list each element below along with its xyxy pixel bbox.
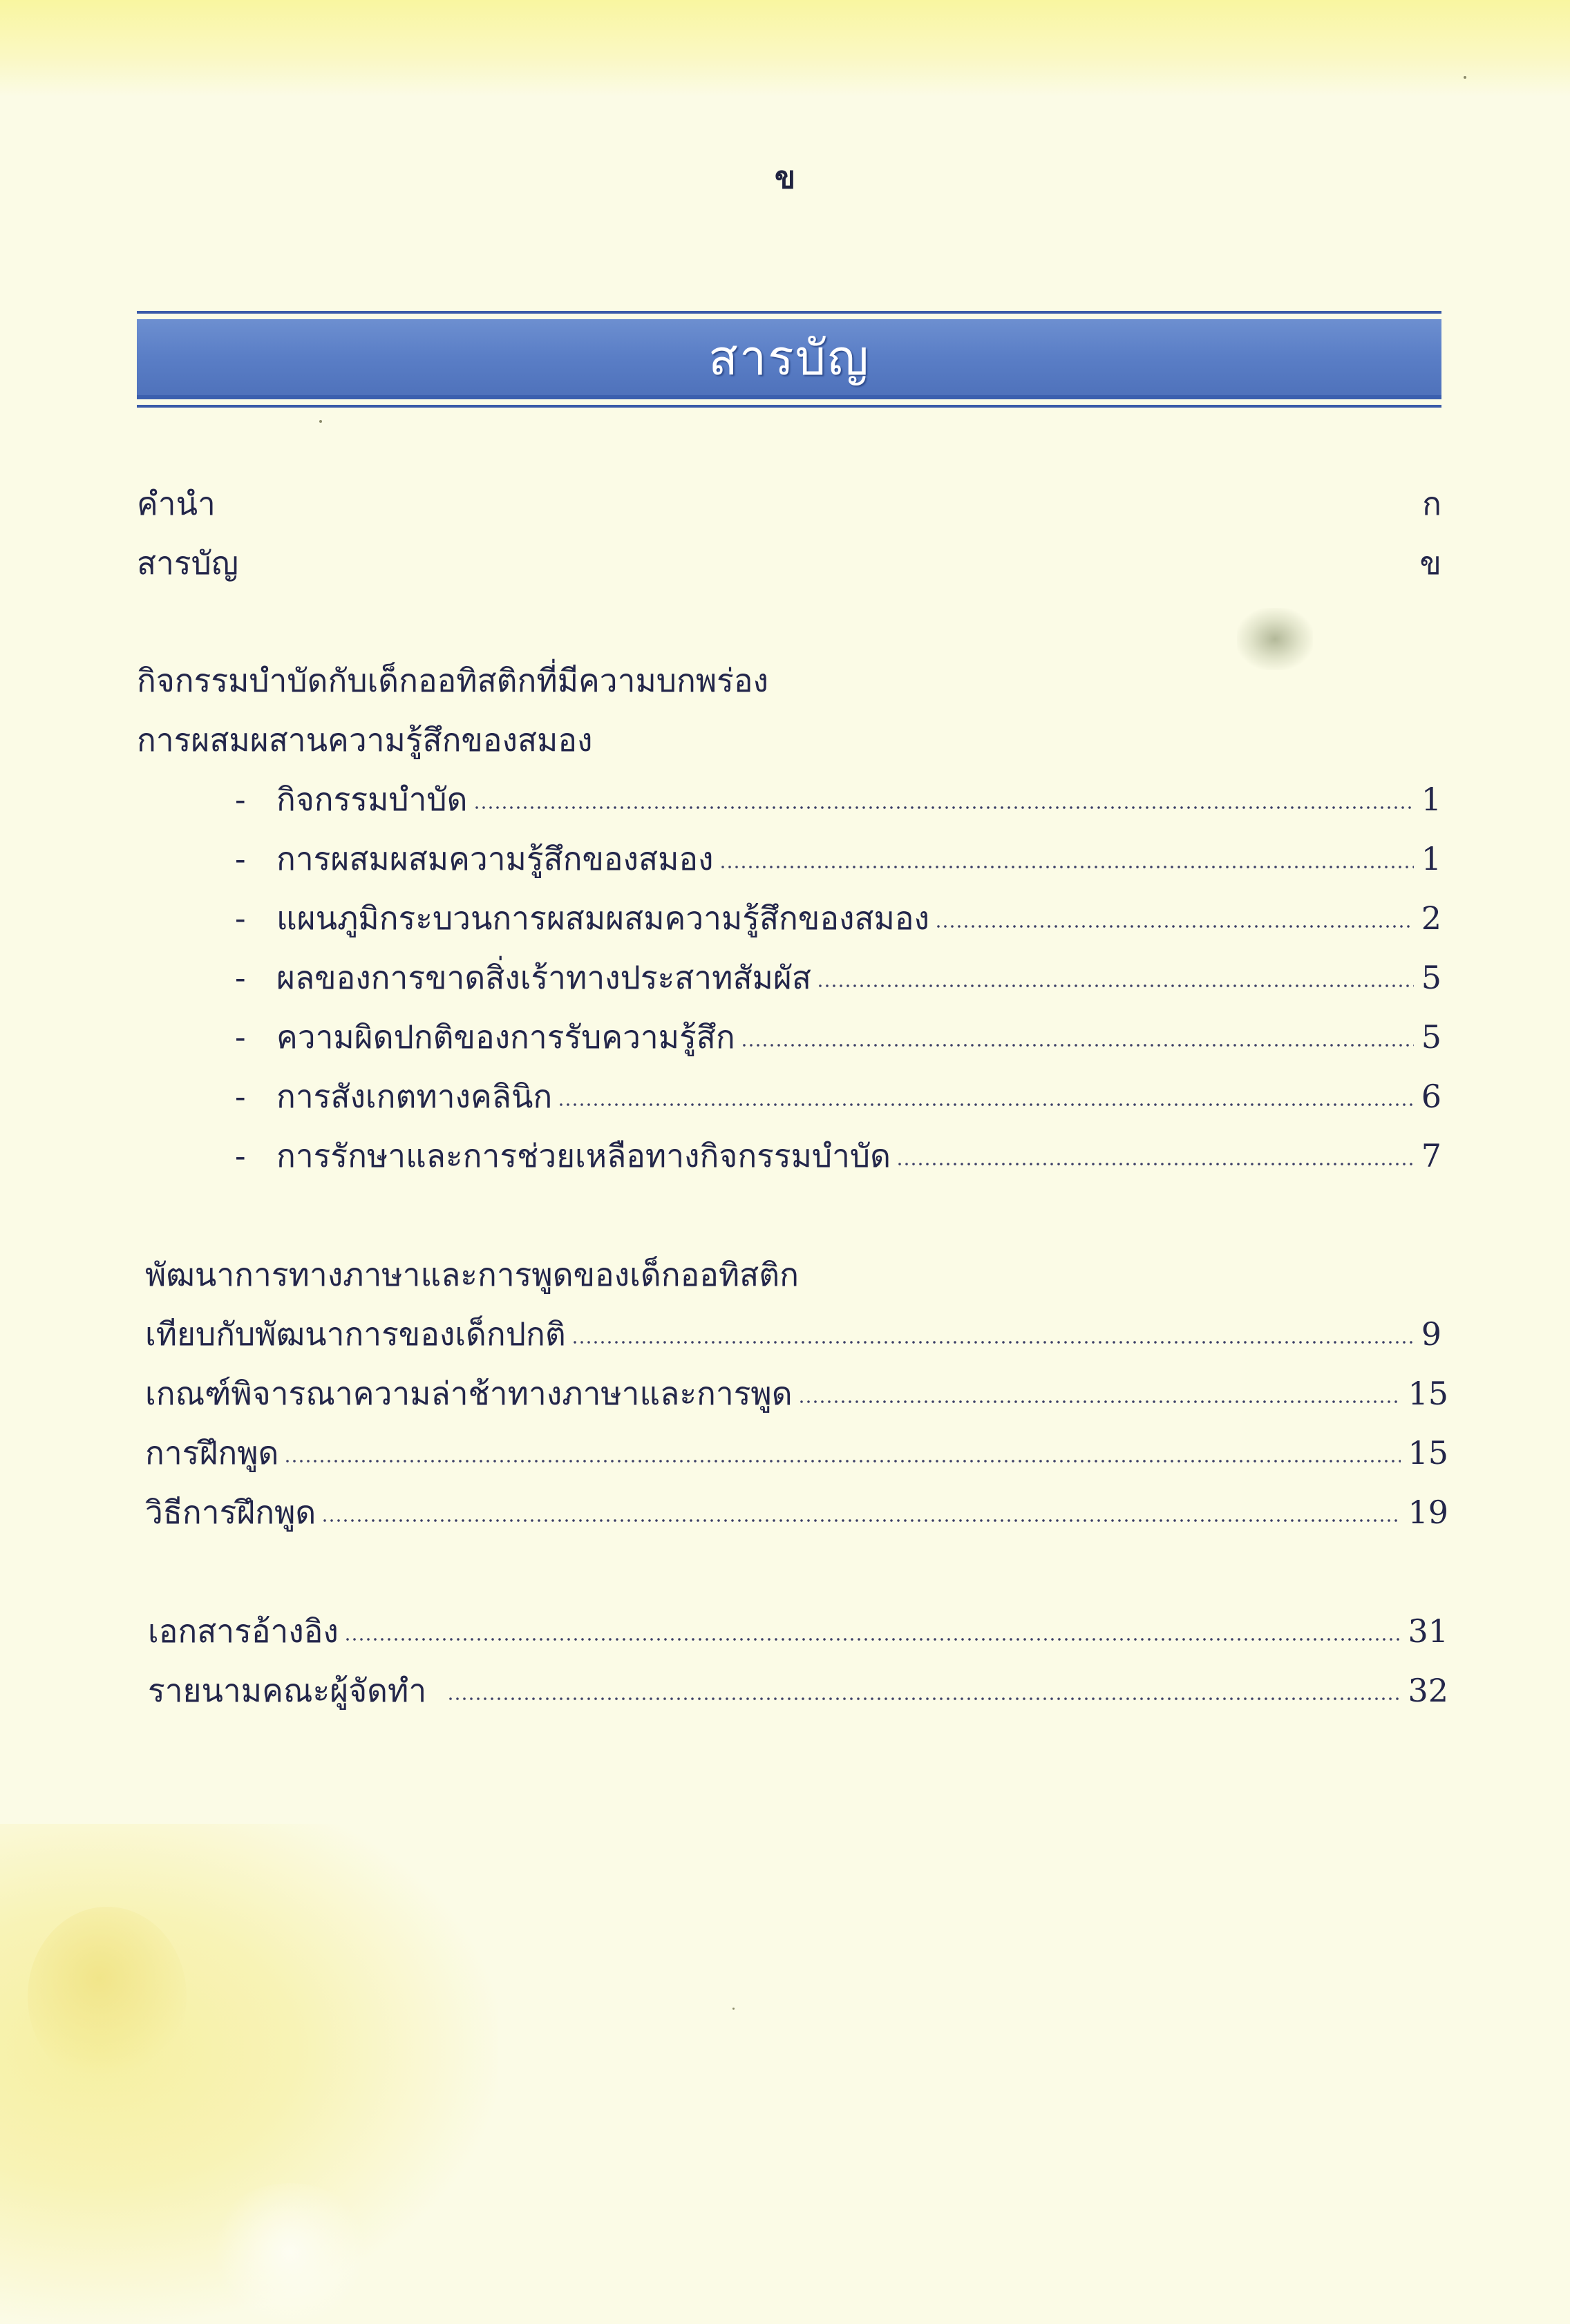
toc-entry[interactable] — [235, 953, 1441, 1002]
toc-entry[interactable] — [145, 1310, 1441, 1358]
bullet-dash: - — [235, 1137, 246, 1174]
toc-entry-contents[interactable] — [137, 539, 1441, 587]
toc-entry-page: 32 — [1408, 1672, 1448, 1709]
toc-entry[interactable] — [235, 1013, 1441, 1061]
dot-leader — [284, 1458, 1401, 1465]
toc-entry-page: 31 — [1408, 1612, 1448, 1650]
section-heading — [137, 716, 1173, 764]
toc-entry[interactable] — [145, 1429, 1448, 1477]
toc-entry-label: วิธีการฝึกพูด — [145, 1494, 316, 1531]
toc-entry-label: การผสมผสมความรู้สึกของสมอง — [276, 840, 714, 877]
dot-leader — [473, 804, 1415, 811]
toc-entry-page: 6 — [1421, 1078, 1441, 1115]
toc-entry-page: ข — [1419, 544, 1441, 582]
toc-entry-label: สารบัญ — [137, 544, 239, 582]
bullet-dash: - — [235, 781, 246, 818]
bullet-dash: - — [235, 959, 246, 996]
dot-leader — [741, 1042, 1414, 1049]
dot-leader — [344, 1636, 1401, 1643]
dot-leader — [719, 864, 1415, 870]
toc-entry[interactable] — [145, 1369, 1448, 1418]
toc-entry-label: การรักษาและการช่วยเหลือทางกิจกรรมบำบัด — [276, 1137, 891, 1174]
toc-entry-label: คำนำ — [137, 485, 216, 522]
toc-entry-label: เกณฑ์พิจารณาความล่าช้าทางภาษาและการพูด — [145, 1375, 793, 1412]
toc-entry-page: 15 — [1408, 1434, 1448, 1471]
toc-entry-foreword[interactable] — [137, 479, 1441, 528]
toc-entry-contributors[interactable] — [148, 1666, 1448, 1715]
section-heading-line: การผสมผสานความรู้สึกของสมอง — [137, 721, 593, 759]
section-heading — [137, 656, 1173, 705]
page-title: สารบัญ — [708, 329, 870, 386]
toc-entry-label: เทียบกับพัฒนาการของเด็กปกติ — [145, 1315, 566, 1353]
section-heading — [145, 1250, 1182, 1299]
toc-entry-page: 19 — [1408, 1494, 1448, 1531]
toc-entry-page: 5 — [1421, 1018, 1441, 1056]
dot-leader — [817, 982, 1414, 989]
dot-leader — [896, 1161, 1414, 1168]
toc-entry-page: 9 — [1421, 1315, 1441, 1353]
toc-entry-page: ก — [1422, 485, 1441, 522]
section-heading-line: พัฒนาการทางภาษาและการพูดของเด็กออทิสติก — [145, 1256, 799, 1293]
toc-entry-label: รายนามคณะผู้จัดทำ — [148, 1672, 427, 1709]
dot-leader — [558, 1101, 1414, 1108]
toc-entry-page: 1 — [1421, 781, 1441, 818]
toc-entry-page: 2 — [1421, 899, 1441, 937]
toc-entry-page: 15 — [1408, 1375, 1448, 1412]
toc-entry-references[interactable] — [148, 1607, 1448, 1655]
toc-entry-page: 5 — [1421, 959, 1441, 996]
toc-entry[interactable] — [235, 894, 1441, 942]
toc-entry[interactable] — [235, 1132, 1441, 1180]
toc-entry-label: การสังเกตทางคลินิก — [276, 1078, 553, 1115]
toc-entry-page: 1 — [1421, 840, 1441, 877]
toc-entry-page: 7 — [1421, 1137, 1441, 1174]
dot-leader — [447, 1695, 1401, 1702]
section-heading-line: กิจกรรมบำบัดกับเด็กออทิสติกที่มีความบกพร่อง — [137, 662, 768, 699]
toc-entry-label: เอกสารอ้างอิง — [148, 1612, 339, 1650]
toc-entry[interactable] — [235, 1072, 1441, 1121]
dot-leader — [798, 1398, 1401, 1405]
bullet-dash: - — [235, 1018, 246, 1056]
page-number: ข — [774, 160, 796, 196]
toc-entry-label: แผนภูมิกระบวนการผสมผสมความรู้สึกของสมอง — [276, 899, 929, 937]
bullet-dash: - — [235, 840, 246, 877]
bullet-dash: - — [235, 899, 246, 937]
toc-entry[interactable] — [235, 775, 1441, 823]
toc-entry-label: ผลของการขาดสิ่งเร้าทางประสาทสัมผัส — [276, 959, 811, 996]
toc-entry-label: การฝึกพูด — [145, 1434, 279, 1471]
bullet-dash: - — [235, 1078, 246, 1115]
toc-entry[interactable] — [235, 835, 1441, 883]
toc-entry[interactable] — [145, 1488, 1448, 1536]
toc-entry-label: ความผิดปกติของการรับความรู้สึก — [276, 1018, 735, 1056]
dot-leader — [571, 1339, 1414, 1346]
toc-entry-label: กิจกรรมบำบัด — [276, 781, 468, 818]
dot-leader — [321, 1517, 1401, 1524]
dot-leader — [935, 923, 1414, 930]
